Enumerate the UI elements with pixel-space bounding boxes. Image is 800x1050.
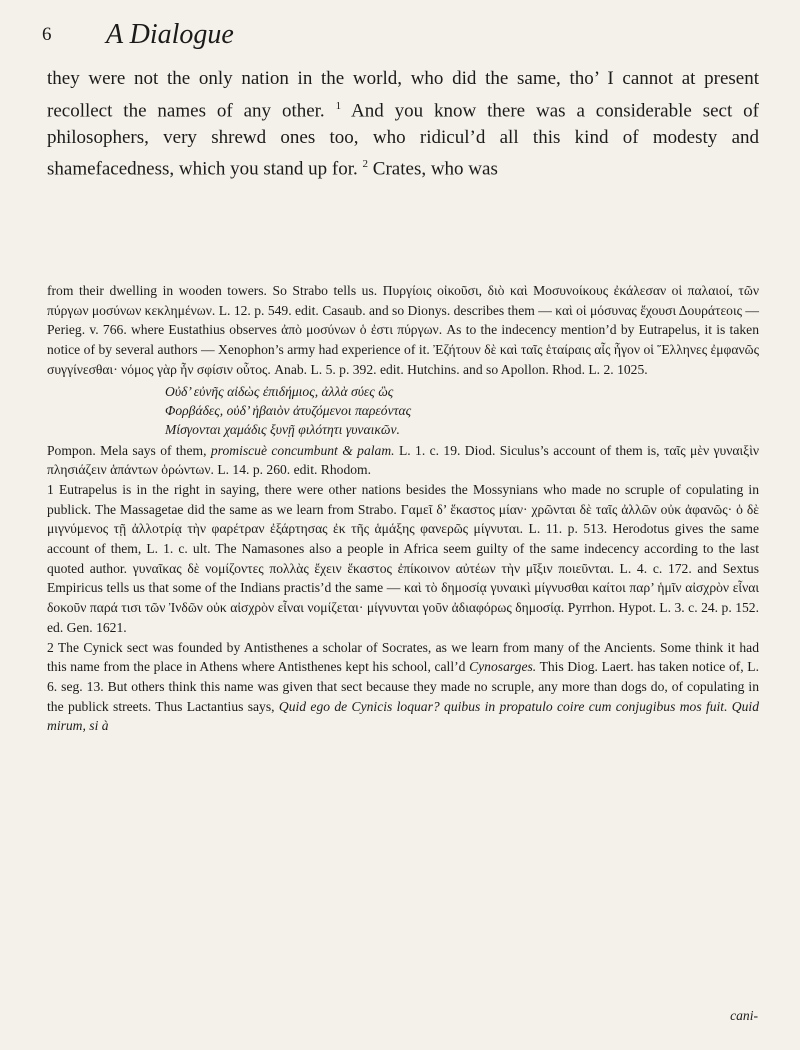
footnote-ref-1: 1 (335, 99, 342, 112)
footnote-2-text-b: This Diog. Laert. has taken notice of, L. 6. seg. 13. But others think this name was given that sect because they made no scruple, any more than dogs do, of copulating in the publick streets. Thus Lactantius says, (47, 659, 759, 714)
main-text-part-b: And you know there was a considerable sect of philosophers, very shrewd ones too, who ridicul’d all this kind of modesty and shamefacedness, which you stand up for. (47, 99, 760, 180)
catchword: cani- (730, 1008, 758, 1023)
verse-line: Φορβάδες, οὐδ’ ἠβαιὸν ἀτυζόμενοι παρεόντας (165, 402, 412, 418)
main-text (47, 66, 759, 183)
footnote-2-cynosarges: Cynosarges. (469, 659, 537, 675)
footnote-2-quote: Quid ego de Cynicis loquar? quibus in propatulo coire cum conjugibus mos fuit. Quid mirum, si à (47, 698, 759, 734)
after-verse-part-a: Pompon. Mela says of them, (47, 442, 207, 458)
verse-line: Μίσγονται χαμάδις ξυνῇ φιλότητι γυναικῶν. (165, 421, 400, 437)
footnote-ref-2: 2 (362, 158, 369, 171)
greek-verse (165, 382, 759, 439)
footnote-1-text: Eutrapelus is in the right in saying, there were other nations besides the Mossynians who made no scruple of copulating in publick. The Massagetae did the same as we learn from Strabo. Γαμεῖ δ’ ἕκαστος μίαν· χρῶνται δὲ ταῖς ἀλλῶν οὐκ ἀφανῶς· ὁ δὲ μιγνύμενος τῇ ἀλλοτρίᾳ τὴν φαρέτραν ἐξάρτησας ἐκ τῆς ἁμάξης φανερῶς μίγνυται. L. 11. p. 513. Herodotus gives the same account of them, L. 1. c. ult. The Namasones also a people in Africa seem guilty of the same indecency according to the last quoted author. γυναῖκας δὲ νομίζοντες πολλὰς ἔχειν ἕκαστος ἐπίκοινον αὐτέων τὴν μῖξιν ποιεῦνται. L. 4. c. 172. and Sextus Empiricus tells us that some of the Indians practis’d the same — καὶ τὸ δημοσίᾳ γυναικὶ μίγνυσθαι καίτοι παρ’ ἡμῖν αἰσχρὸν εἶναι δοκοῦν παρά τισι τῶν Ἰνδῶν οὐκ αἰσχρὸν εἶναι νομίζεται· μίγνυνται γοῦν ἀδιαφόρως δημοσίᾳ. Pyrrhon. Hypot. L. 3. c. 24. p. 152. ed. Gen. 1621. (47, 481, 759, 635)
page-header (42, 10, 762, 60)
after-verse-latin: promiscuè concumbunt & palam. (210, 442, 395, 458)
footnote-2-number: 2 (47, 639, 54, 655)
footnote-2-text-a: The Cynick sect was founded by Antisthenes a scholar of Socrates, as we learn from many of the Ancients. Some think it had this name from the place in Athens where Antisthenes kept his school, call’d (47, 639, 759, 675)
after-verse-part-b: L. 1. c. 19. Diod. Siculus’s account of them is, ταῖς μὲν γυναιξὶν πλησιάζειν ἁπάντων ὁρώντων. L. 14. p. 260. edit. Rhodom. (47, 442, 760, 478)
footnote-1-number: 1 (47, 481, 54, 497)
footnote-2 (47, 638, 759, 737)
running-title: A Dialogue (106, 19, 234, 50)
verse-line: Οὐδ’ εὐνῆς αἰδὼς ἐπιδήμιος, ἀλλὰ σύες ὣς (165, 383, 394, 399)
main-text-part-a: they were not the only nation in the world, who did the same, tho’ I cannot at present recollect the names of any other. (47, 68, 759, 121)
footnote-1 (47, 480, 759, 638)
note-after-verse (47, 441, 759, 480)
page-number: 6 (42, 24, 52, 45)
note-continuation: from their dwelling in wooden towers. So Strabo tells us. Πυργίοις οἰκοῦσι, διὸ καὶ Μοσυνοίκους ἐκάλεσαν οἱ παλαιοί, τῶν πύργων μοσύνων κεκλημένων. L. 12. p. 549. edit. Casaub. and so Dionys. describes them — καὶ οἱ μόσυνας ἔχουσι Δουράτεοις — Perieg. v. 766. where Eustathius observes ἀπὸ μοσύνων ὁ ἐστι πύργων. As to the indecency mention’d by Eutrapelus, it is taken notice of by several authors — Xenophon’s army had experience of it. Ἐζήτουν δὲ καὶ ταῖς ἑταίραις αἷς ἦγον οἱ Ἕλληνες ἐμφανῶς συγγίνεσθαι· νόμος γὰρ ἦν σφίσιν οὗτος. Anab. L. 5. p. 392. edit. Hutchins. and so Apollon. Rhod. L. 2. 1025. (47, 283, 759, 377)
footnotes (47, 281, 759, 736)
main-text-part-c: Crates, who was (372, 158, 498, 180)
main-paragraph (47, 66, 759, 183)
